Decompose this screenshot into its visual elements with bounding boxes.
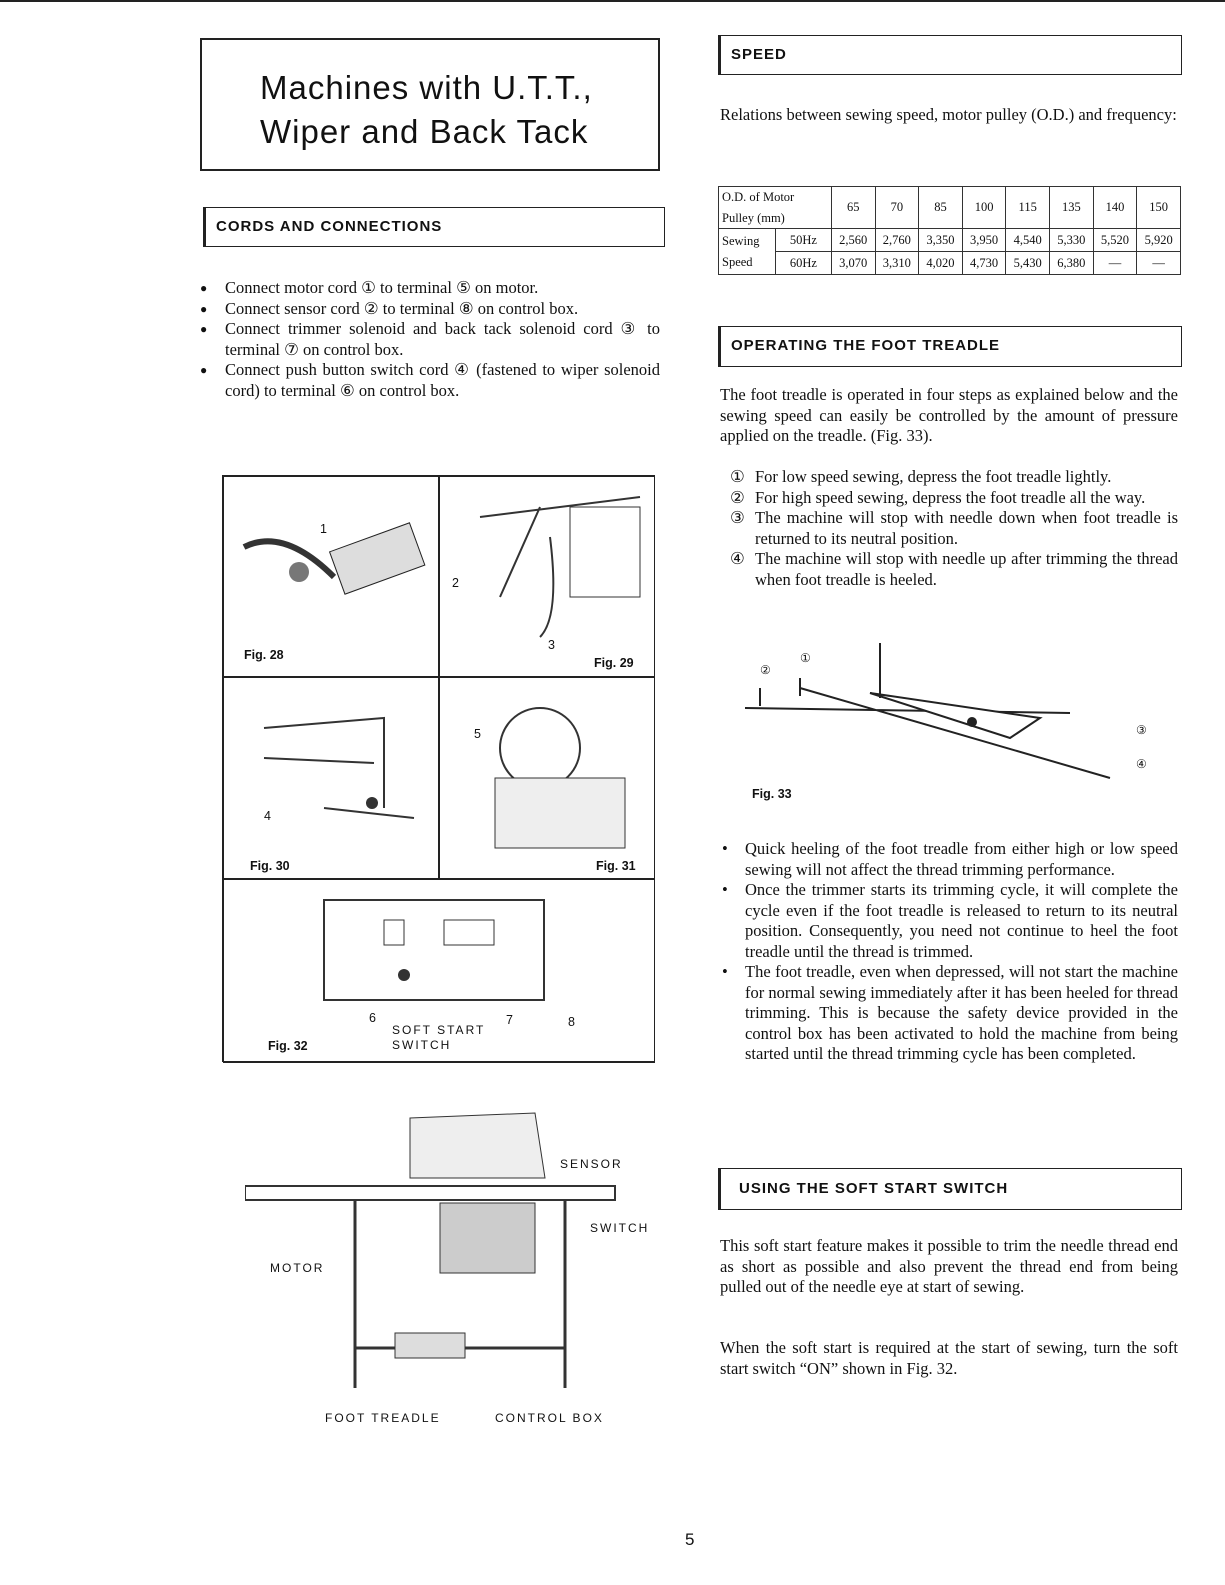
size-cell: 70: [875, 187, 919, 229]
fig-33-label: Fig. 33: [752, 787, 792, 801]
step-item: [730, 549, 1178, 590]
fig-30: [223, 677, 439, 879]
treadle-notes: [720, 839, 1178, 1065]
cords-item: ● Connect sensor cord ② to terminal ⑧ on control box.: [200, 299, 660, 320]
size-cell: 140: [1093, 187, 1137, 229]
sewing-machine-stand-illustration: [245, 1108, 655, 1398]
callout-3: 3: [548, 638, 555, 652]
speed-cell: 4,540: [1006, 229, 1050, 252]
motor-label: MOTOR: [270, 1261, 325, 1275]
table-stand-figure: [245, 1108, 655, 1428]
page-number: 5: [685, 1530, 695, 1549]
speed-cell: —: [1137, 252, 1181, 275]
switch-label: SWITCH: [590, 1221, 650, 1235]
freq-cell: 50Hz: [776, 229, 832, 252]
fig-31: [439, 677, 655, 879]
step-item: [730, 508, 1178, 549]
motor-cord-illustration: [224, 477, 440, 637]
speed-table: [718, 186, 1181, 275]
step-text: For high speed sewing, depress the foot treadle all the way.: [755, 487, 1146, 507]
fig33-mark-2: ②: [760, 663, 771, 677]
fig33-mark-3: ③: [1136, 723, 1147, 737]
soft-start-switch-label: SOFT START SWITCH: [392, 1023, 486, 1052]
step-number: ④: [730, 549, 745, 568]
speed-cell: 4,730: [962, 252, 1006, 275]
softstart-p1: This soft start feature makes it possible to trim the needle thread end as short as possible and also prevent the thread end from being pulled out of the needle eye at start of sewing.: [720, 1236, 1178, 1296]
speed-cell: —: [1093, 252, 1137, 275]
speed-cell: 3,950: [962, 229, 1006, 252]
speed-cell: 5,430: [1006, 252, 1050, 275]
fig33-mark-1: ①: [800, 651, 811, 665]
header-label: O.D. of Motor Pulley (mm): [719, 187, 832, 229]
callout-2: 2: [452, 576, 459, 590]
size-cell: 150: [1137, 187, 1181, 229]
fig33-mark-4: ④: [1136, 757, 1147, 771]
step-text: The machine will stop with needle up after trimming the thread when foot treadle is heeled.: [755, 549, 1178, 589]
treadle-steps: [730, 467, 1178, 590]
cords-item: ● Connect trimmer solenoid and back tack solenoid cord ③ to terminal ⑦ on control box.: [200, 319, 660, 360]
step-item: [730, 467, 1178, 488]
speed-cell: 6,380: [1050, 252, 1094, 275]
step-number: ③: [730, 508, 745, 527]
sensor-label: SENSOR: [560, 1157, 623, 1171]
fig-32-label: Fig. 32: [268, 1039, 308, 1053]
note-item: • The foot treadle, even when depressed, will not start the machine for normal sewing immediately after it has been heeled for thread trimming. This is because the safety device provided in the control box has been activated to hold the machine from being started until the thread trimming cycle has been completed.: [720, 962, 1178, 1065]
table-row: [719, 252, 1181, 275]
speed-cell: 2,560: [831, 229, 875, 252]
fig-33: [740, 638, 1160, 808]
motor-illustration: [440, 678, 656, 880]
cords-list: [200, 278, 660, 401]
note-item: • Quick heeling of the foot treadle from either high or low speed sewing will not affect the thread trimming performance.: [720, 839, 1178, 880]
speed-cell: 3,310: [875, 252, 919, 275]
row-label: Sewing Speed: [719, 229, 776, 275]
softstart-p2: When the soft start is required at the start of sewing, turn the soft start switch “ON” shown in Fig. 32.: [720, 1338, 1178, 1378]
title-line-1: Machines with U.T.T.,: [260, 69, 593, 106]
speed-cell: 5,330: [1050, 229, 1094, 252]
figure-grid: [222, 475, 655, 1062]
fig-31-label: Fig. 31: [596, 859, 636, 873]
table-row: [719, 229, 1181, 252]
freq-cell: 60Hz: [776, 252, 832, 275]
speed-cell: 2,760: [875, 229, 919, 252]
title-box: [200, 38, 660, 171]
fig-29-label: Fig. 29: [594, 656, 634, 670]
step-text: The machine will stop with needle down when foot treadle is returned to its neutral position.: [755, 508, 1178, 548]
fig-30-label: Fig. 30: [250, 859, 290, 873]
cords-item: ● Connect push button switch cord ④ (fastened to wiper solenoid cord) to terminal ⑥ on control box.: [200, 360, 660, 401]
callout-4: 4: [264, 809, 271, 823]
treadle-heading: OPERATING THE FOOT TREADLE: [718, 326, 1182, 367]
control-box-label: CONTROL BOX: [495, 1411, 604, 1425]
speed-heading: SPEED: [718, 35, 1182, 75]
softstart-heading: USING THE SOFT START SWITCH: [718, 1168, 1182, 1210]
title-line-2: Wiper and Back Tack: [260, 113, 589, 150]
size-cell: 65: [831, 187, 875, 229]
speed-cell: 5,920: [1137, 229, 1181, 252]
step-text: For low speed sewing, depress the foot treadle lightly.: [755, 467, 1112, 486]
callout-8: 8: [568, 1015, 575, 1029]
note-item: • Once the trimmer starts its trimming cycle, it will complete the cycle even if the foot treadle is released to return to its neutral position. Consequently, you need not continue to heel the foot treadle until the thread is trimmed.: [720, 880, 1178, 962]
callout-1: 1: [320, 522, 327, 536]
step-number: ①: [730, 467, 745, 486]
fig-29: [439, 476, 655, 677]
size-cell: 115: [1006, 187, 1050, 229]
speed-cell: 3,350: [919, 229, 963, 252]
size-cell: 135: [1050, 187, 1094, 229]
treadle-intro: The foot treadle is operated in four steps as explained below and the sewing speed can easily be controlled by the amount of pressure applied on the treadle. (Fig. 33).: [720, 385, 1178, 445]
cords-item: ● Connect motor cord ① to terminal ⑤ on motor.: [200, 278, 660, 299]
speed-cell: 3,070: [831, 252, 875, 275]
cords-heading: CORDS AND CONNECTIONS: [203, 207, 665, 247]
machine-head-illustration: [224, 678, 440, 880]
fig-28: [223, 476, 439, 677]
callout-5: 5: [474, 727, 481, 741]
speed-cell: 4,020: [919, 252, 963, 275]
size-cell: 100: [962, 187, 1006, 229]
speed-cell: 5,520: [1093, 229, 1137, 252]
step-number: ②: [730, 487, 745, 507]
fig-28-label: Fig. 28: [244, 648, 284, 662]
callout-7: 7: [506, 1013, 513, 1027]
fig-32: [223, 879, 655, 1063]
foot-treadle-label: FOOT TREADLE: [325, 1411, 441, 1425]
callout-6: 6: [369, 1011, 376, 1025]
size-cell: 85: [919, 187, 963, 229]
step-item: [730, 488, 1178, 509]
speed-intro: Relations between sewing speed, motor pulley (O.D.) and frequency:: [720, 105, 1177, 124]
top-rule: [0, 0, 1225, 2]
